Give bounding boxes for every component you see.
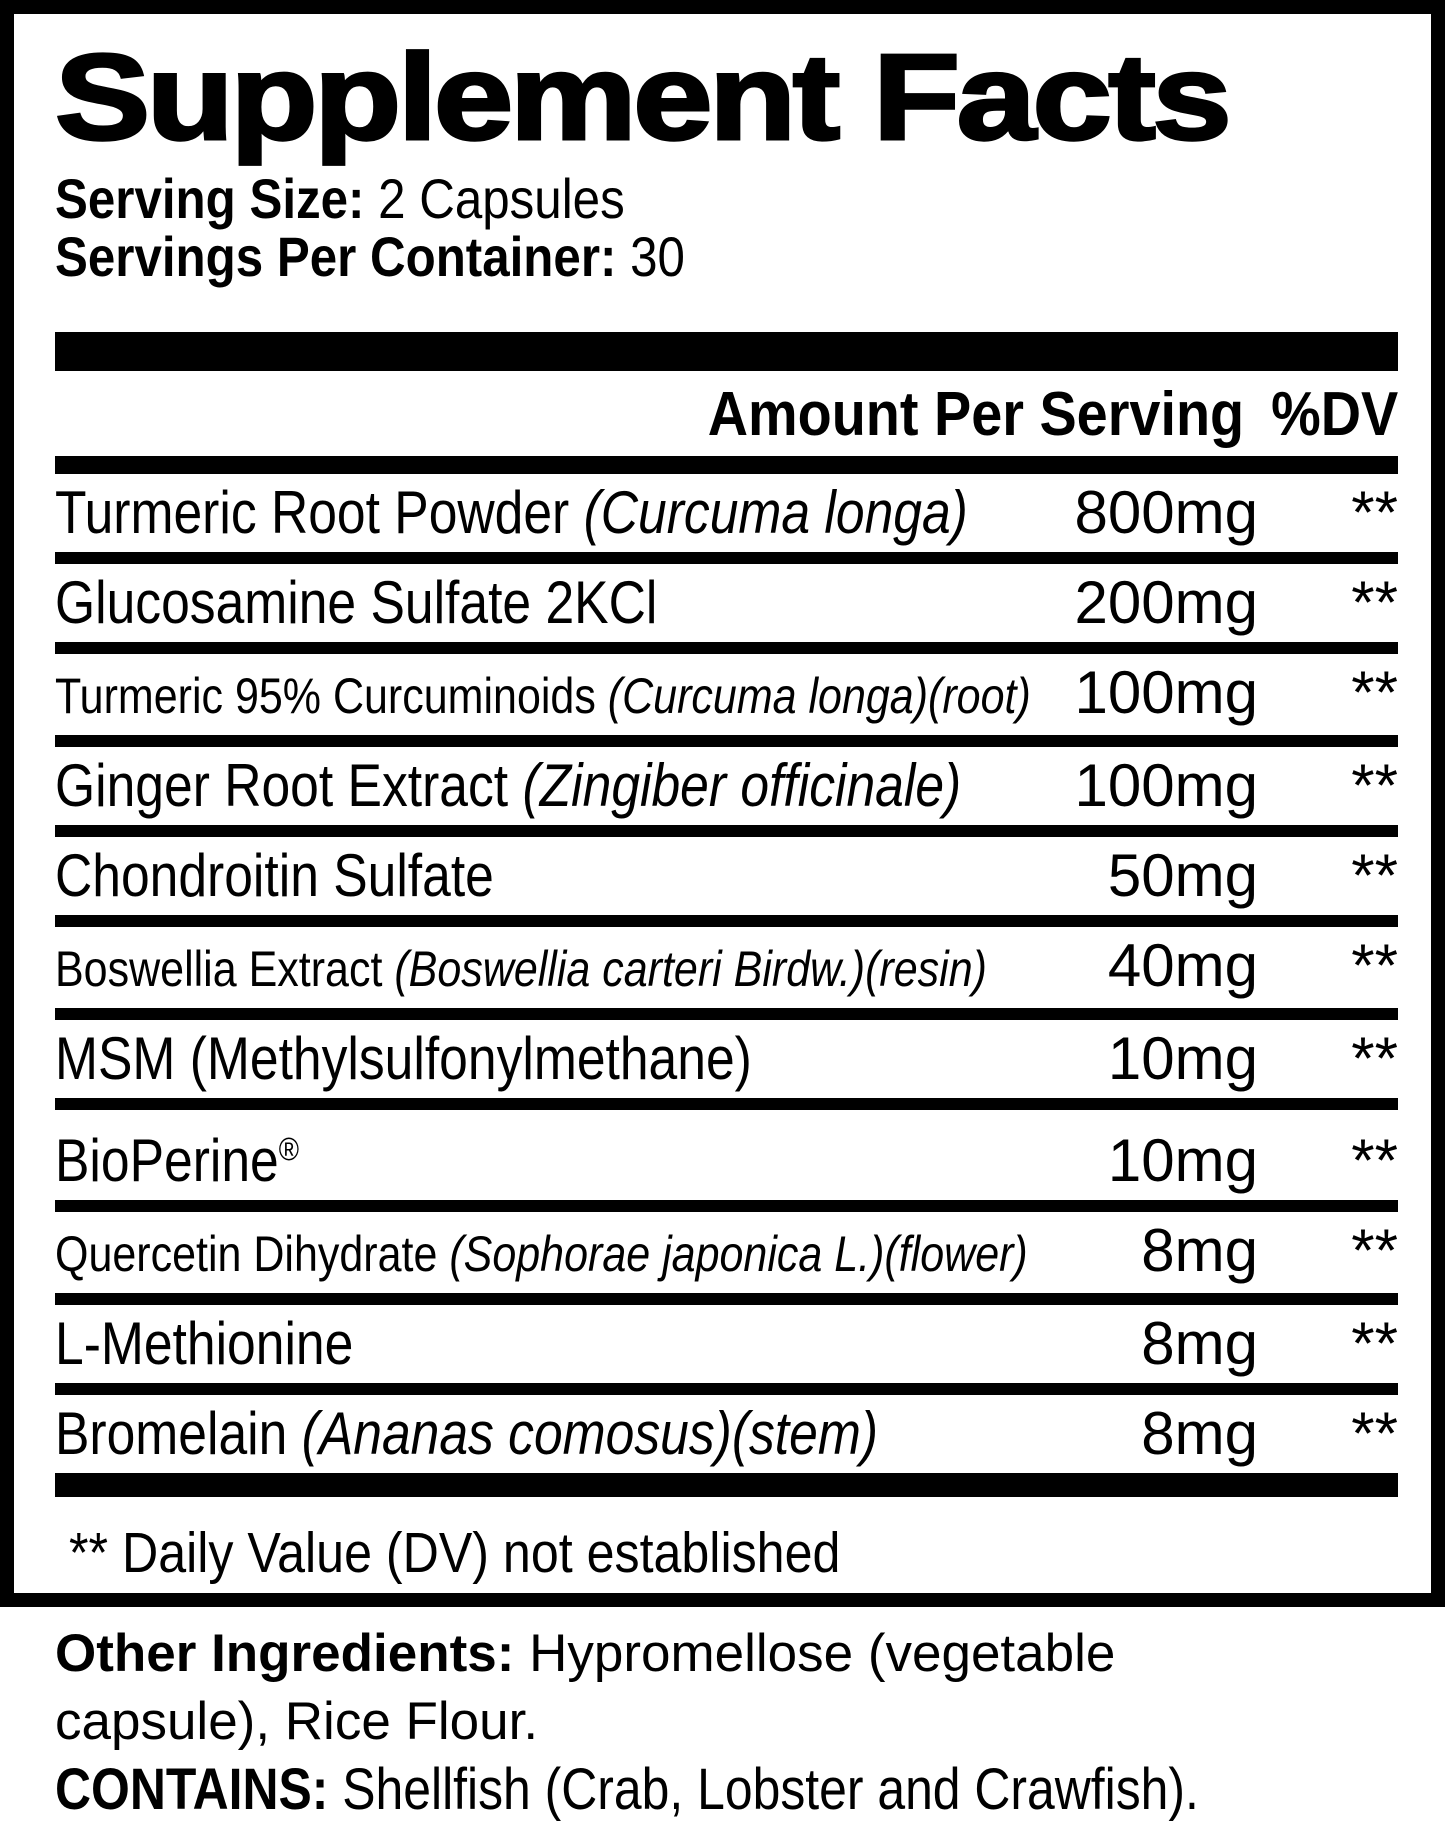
- ingredient-name: BioPerine: [55, 1127, 279, 1194]
- ingredient-row-l-methionine: [55, 1305, 1398, 1395]
- column-headers: [55, 380, 1398, 449]
- ingredient-dv: **: [1351, 1127, 1398, 1194]
- ingredient-row-chondroitin-sulfate: [55, 837, 1398, 927]
- ingredient-dv: **: [1351, 659, 1398, 726]
- ingredient-row-turmeric-root-powder: [55, 474, 1398, 564]
- ingredient-table: [55, 474, 1398, 1473]
- contains-paragraph: [55, 1756, 1431, 1824]
- ingredient-row-msm: [55, 1020, 1398, 1110]
- ingredient-latin-name: (Curcuma longa)(root): [595, 668, 1031, 724]
- ingredient-dv: **: [1351, 842, 1398, 909]
- thick-divider-bar: [55, 332, 1398, 371]
- ingredient-amount: 8mg: [1141, 1310, 1258, 1377]
- ingredient-row-bromelain: [55, 1395, 1398, 1473]
- other-ingredients-paragraph: [55, 1620, 1240, 1756]
- ingredient-dv: **: [1351, 752, 1398, 819]
- other-ingredients-text: Hypromellose (vegetable capsule), Rice Flour.: [55, 1624, 1116, 1751]
- ingredient-row-ginger-root-extract: [55, 747, 1398, 837]
- ingredient-amount: 8mg: [1141, 1400, 1258, 1467]
- ingredient-row-glucosamine-sulfate: [55, 564, 1398, 654]
- ingredient-name: Ginger Root Extract: [55, 752, 509, 819]
- serving-size-label: Serving Size:: [55, 167, 365, 230]
- footnote-divider-bar: [55, 1473, 1398, 1497]
- dv-header: %DV: [1270, 380, 1398, 449]
- serving-size-line: [55, 167, 1398, 230]
- panel-content: [14, 29, 1431, 1585]
- ingredient-dv: **: [1351, 569, 1398, 636]
- ingredient-latin-name: (Curcuma longa): [569, 479, 968, 546]
- ingredient-amount: 10mg: [1107, 1025, 1258, 1092]
- servings-per-container-line: [55, 225, 1398, 288]
- ingredient-amount: 10mg: [1107, 1127, 1258, 1194]
- ingredient-row-bioperine: [55, 1110, 1398, 1212]
- servings-per-container-label: Servings Per Container:: [55, 225, 617, 288]
- panel-title-text: Supplement Facts: [55, 29, 1229, 165]
- ingredient-amount: 200mg: [1074, 569, 1258, 636]
- ingredient-latin-name: (Ananas comosus)(stem): [287, 1400, 879, 1467]
- ingredient-dv: **: [1351, 1025, 1398, 1092]
- ingredient-latin-name: (Boswellia carteri Birdw.)(resin): [382, 941, 987, 997]
- ingredient-latin-name: (Zingiber officinale): [508, 752, 962, 819]
- contains-label: CONTAINS:: [55, 1757, 329, 1822]
- registered-trademark-symbol: ®: [278, 1131, 300, 1167]
- ingredient-name: Glucosamine Sulfate 2KCl: [55, 569, 658, 636]
- ingredient-amount: 100mg: [1074, 659, 1258, 726]
- ingredient-amount: 100mg: [1074, 752, 1258, 819]
- ingredient-name: Boswellia Extract: [55, 941, 383, 997]
- ingredient-dv: **: [1351, 932, 1398, 999]
- ingredient-latin-name: (Sophorae japonica L.)(flower): [437, 1226, 1028, 1282]
- contains-text: Shellfish (Crab, Lobster and Crawfish).: [328, 1757, 1199, 1822]
- serving-size-value: 2 Capsules: [378, 167, 625, 230]
- servings-per-container-value: 30: [630, 225, 685, 288]
- daily-value-footnote: ** Daily Value (DV) not established: [69, 1521, 841, 1585]
- ingredient-dv: **: [1351, 1217, 1398, 1284]
- ingredient-amount: 50mg: [1107, 842, 1258, 909]
- ingredient-name: Turmeric Root Powder: [55, 479, 570, 546]
- ingredient-name: L-Methionine: [55, 1310, 354, 1377]
- ingredient-row-boswellia-extract: [55, 927, 1398, 1020]
- other-ingredients-label: Other Ingredients:: [55, 1624, 515, 1683]
- ingredient-name: Chondroitin Sulfate: [55, 842, 494, 909]
- header-rule: [55, 456, 1398, 474]
- other-ingredients-section: [55, 1620, 1431, 1824]
- ingredient-name: Turmeric 95% Curcuminoids: [55, 668, 596, 724]
- panel-title: [55, 29, 1398, 165]
- ingredient-amount: 800mg: [1074, 479, 1258, 546]
- ingredient-dv: **: [1351, 1400, 1398, 1467]
- ingredient-name: Bromelain: [55, 1400, 288, 1467]
- ingredient-row-quercetin-dihydrate: [55, 1212, 1398, 1305]
- ingredient-amount: 8mg: [1141, 1217, 1258, 1284]
- ingredient-dv: **: [1351, 479, 1398, 546]
- amount-per-serving-header: Amount Per Serving: [707, 380, 1244, 449]
- ingredient-name: Quercetin Dihydrate: [55, 1226, 438, 1282]
- ingredient-row-turmeric-95-curcuminoids: [55, 654, 1398, 747]
- ingredient-amount: 40mg: [1107, 932, 1258, 999]
- ingredient-name: MSM (Methylsulfonylmethane): [55, 1025, 752, 1092]
- ingredient-dv: **: [1351, 1310, 1398, 1377]
